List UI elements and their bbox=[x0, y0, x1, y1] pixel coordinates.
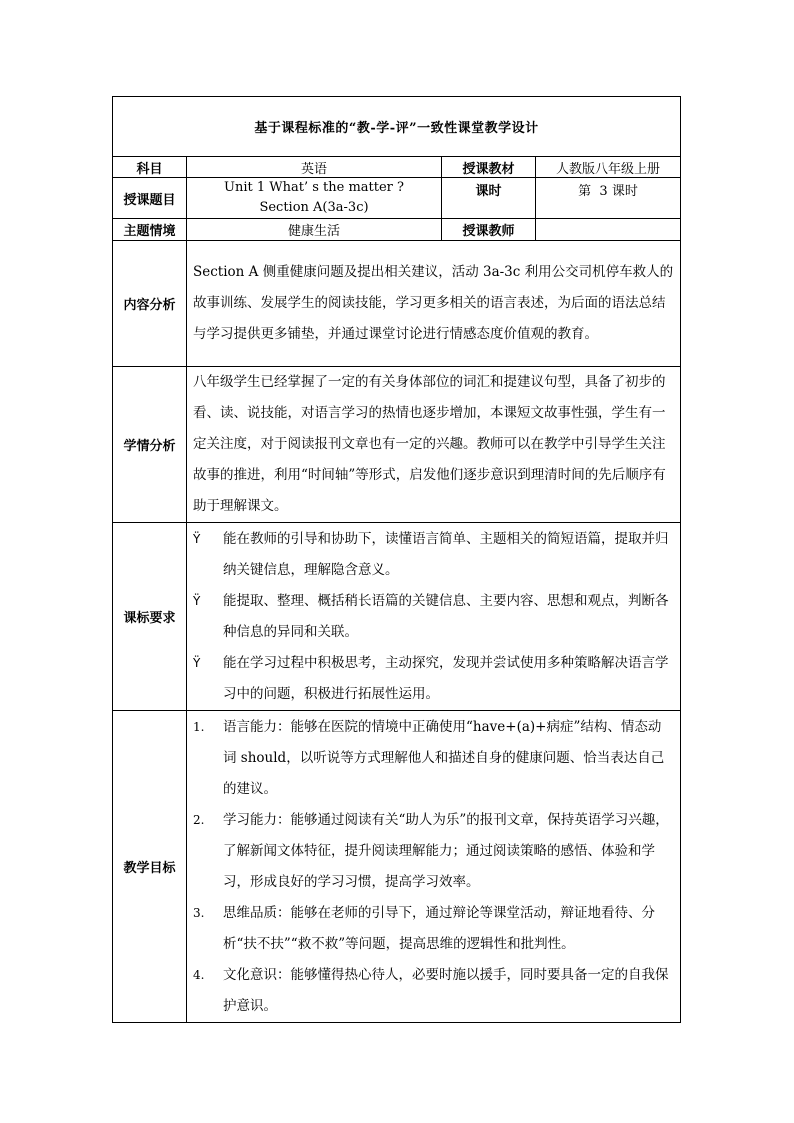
standards-item bbox=[193, 586, 674, 648]
standards-cell bbox=[187, 523, 681, 711]
goal-text: 学习能力：能够通过阅读有关“助人为乐”的报刊文章，保持英语学习兴趣，了解新闻文体特征，提升阅读理解能力；通过阅读策略的感悟、体验和学习，形成良好的学习习惯，提高学习效率。 bbox=[223, 811, 669, 890]
teacher-value bbox=[536, 219, 681, 241]
period-label: 课时 bbox=[442, 178, 536, 219]
goal-item bbox=[193, 712, 674, 805]
standards-item-text: 能在教师的引导和协助下，读懂语言简单、主题相关的简短语篇，提取并归纳关键信息，理解隐含意义。 bbox=[223, 530, 669, 578]
standards-label: 课标要求 bbox=[113, 523, 187, 711]
content-analysis-label: 内容分析 bbox=[113, 241, 187, 367]
standards-item bbox=[193, 524, 674, 586]
goals-label: 教学目标 bbox=[113, 711, 187, 1023]
content-analysis-text: Section A 侧重健康问题及提出相关建议，活动 3a-3c 利用公交司机停车救人的故事训练、发展学生的阅读技能，学习更多相关的语言表述，为后面的语法总结与学习提供更多铺垫，并通过课堂讨论进行情感态度价值观的教育。 bbox=[193, 264, 674, 342]
textbook-label: 授课教材 bbox=[442, 157, 536, 178]
goal-text: 文化意识：能够懂得热心待人，必要时施以援手，同时要具备一定的自我保护意识。 bbox=[223, 966, 669, 1014]
goals-cell bbox=[187, 711, 681, 1023]
goal-number: 3. bbox=[193, 905, 205, 920]
learner-analysis-text: 八年级学生已经掌握了一定的有关身体部位的词汇和提建议句型，具备了初步的看、读、说技能，对语言学习的热情也逐步增加，本课短文故事性强，学生有一定关注度，对于阅读报刊文章也有一定的兴趣。教师可以在教学中引导学生关注故事的推进，利用“时间轴”等形式，启发他们逐步意识到理清时间的先后顺序有助于理解课文。 bbox=[193, 374, 666, 514]
topic-value bbox=[187, 178, 442, 219]
goal-text: 语言能力：能够在医院的情境中正确使用“have+(a)+病症”结构、情态动词 should，以听说等方式理解他人和描述自身的健康问题、恰当表达自己的建议。 bbox=[223, 718, 665, 797]
bullet-icon: Ÿ bbox=[193, 655, 201, 670]
topic-line-2: Section A(3a-3c) bbox=[259, 200, 369, 215]
document-title: 基于课程标准的“教-学-评”一致性课堂教学设计 bbox=[113, 97, 681, 157]
bullet-icon: Ÿ bbox=[193, 593, 201, 608]
topic-line-1: Unit 1 What’ s the matter ? bbox=[224, 180, 404, 195]
goal-number: 1. bbox=[193, 719, 205, 734]
theme-value: 健康生活 bbox=[187, 219, 442, 241]
content-analysis-cell bbox=[187, 241, 681, 367]
goal-number: 2. bbox=[193, 812, 205, 827]
standards-item-text: 能提取、整理、概括稍长语篇的关键信息、主要内容、思想和观点，判断各种信息的异同和关联。 bbox=[223, 592, 669, 640]
bullet-icon: Ÿ bbox=[193, 531, 201, 546]
learner-analysis-cell bbox=[187, 367, 681, 523]
goal-item bbox=[193, 805, 674, 898]
topic-label: 授课题目 bbox=[113, 178, 187, 219]
goal-item bbox=[193, 960, 674, 1022]
goal-text: 思维品质：能够在老师的引导下，通过辩论等课堂活动，辩证地看待、分析“扶不扶”“救不救”等问题，提高思维的逻辑性和批判性。 bbox=[223, 904, 655, 952]
goal-number: 4. bbox=[193, 967, 205, 982]
period-value: 第 3 课时 bbox=[536, 178, 681, 219]
subject-label: 科目 bbox=[113, 157, 187, 178]
theme-label: 主题情境 bbox=[113, 219, 187, 241]
textbook-value: 人教版八年级上册 bbox=[536, 157, 681, 178]
standards-item-text: 能在学习过程中积极思考，主动探究，发现并尝试使用多种策略解决语言学习中的问题，积极进行拓展性运用。 bbox=[223, 654, 669, 702]
goal-item bbox=[193, 898, 674, 960]
standards-item bbox=[193, 648, 674, 710]
subject-value: 英语 bbox=[187, 157, 442, 178]
learner-analysis-label: 学情分析 bbox=[113, 367, 187, 523]
teacher-label: 授课教师 bbox=[442, 219, 536, 241]
lesson-plan-table bbox=[112, 96, 681, 1023]
